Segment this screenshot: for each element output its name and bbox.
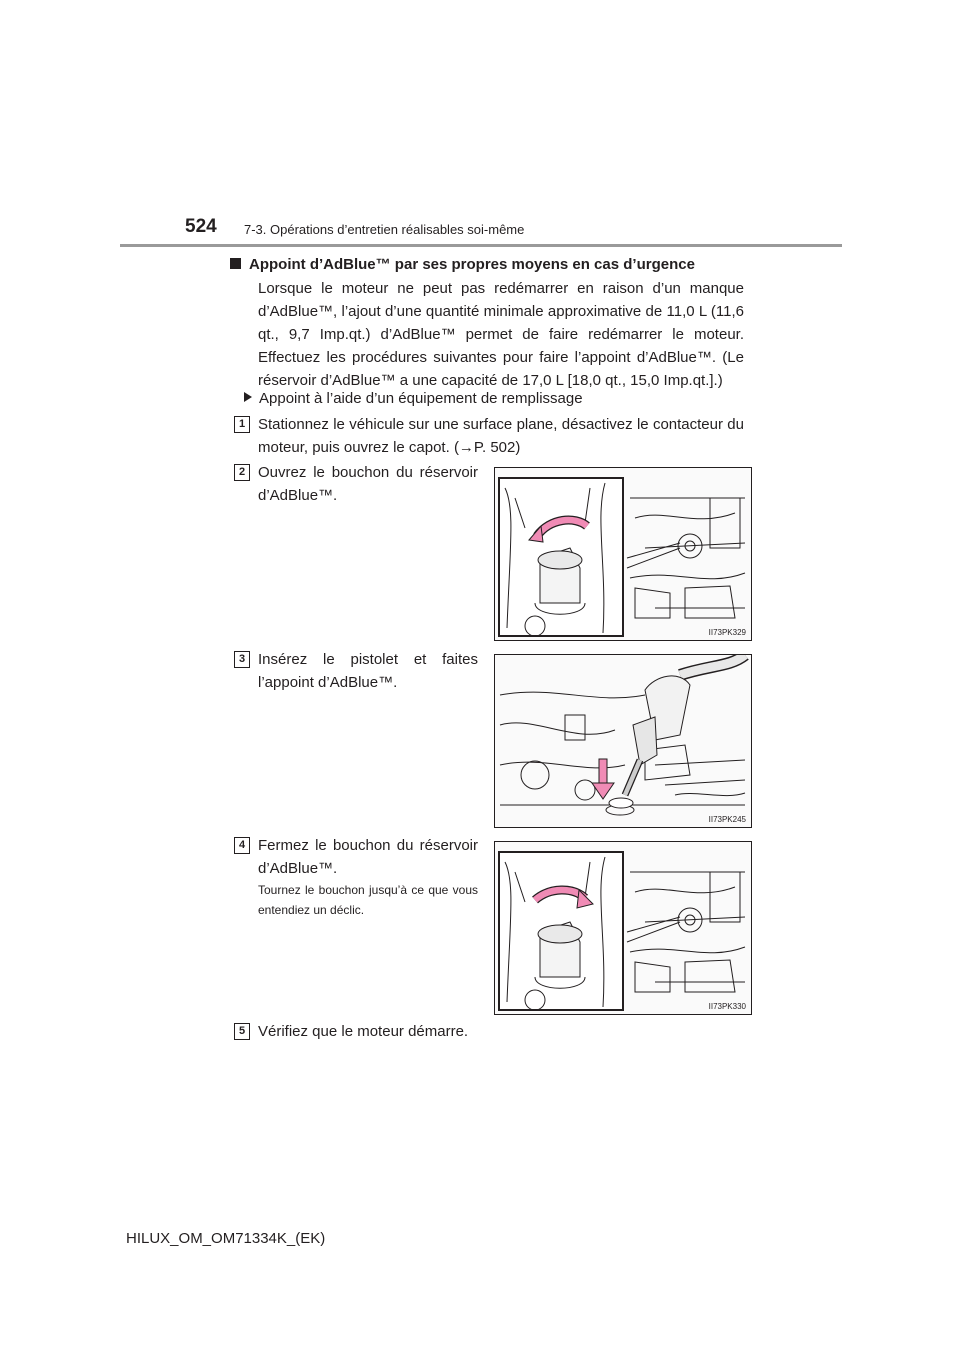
step-text-1: Stationnez le véhicule sur une surface plane, désactivez le contacteur du moteur, puis ouvrez le capot. (→P. 502): [258, 416, 744, 456]
figure-code: II73PK330: [708, 1002, 746, 1011]
sub-heading-text: Appoint à l’aide d’un équipement de remplissage: [259, 390, 583, 407]
sub-heading: [244, 390, 583, 407]
section-title-text: Appoint d’AdBlue™ par ses propres moyens en cas d’urgence: [249, 256, 695, 273]
page-number: 524: [185, 216, 217, 237]
figure-close-cap: [494, 841, 752, 1015]
section-title: [230, 256, 695, 273]
step-text-2: Ouvrez le bouchon du réservoir d’AdBlue™.: [258, 464, 478, 504]
square-bullet-icon: [230, 258, 241, 269]
figure-code: II73PK245: [708, 815, 746, 824]
step-text-3: Insérez le pistolet et faites l’appoint d’AdBlue™.: [258, 651, 478, 691]
engine-bay-illustration: [495, 468, 751, 640]
figure-open-cap: [494, 467, 752, 641]
figure-code: II73PK329: [708, 628, 746, 637]
chapter-title: 7-3. Opérations d’entretien réalisables soi-même: [244, 222, 525, 237]
step-note-4: Tournez le bouchon jusqu’à ce que vous entendiez un déclic.: [258, 883, 478, 917]
engine-bay-illustration: [495, 842, 751, 1014]
header-rule: [120, 244, 842, 247]
step-text-5: Vérifiez que le moteur démarre.: [258, 1023, 469, 1040]
triangle-bullet-icon: [244, 392, 252, 402]
step-number-3: 3: [234, 651, 250, 668]
step-number-5: 5: [234, 1023, 250, 1040]
intro-paragraph: Lorsque le moteur ne peut pas redémarrer en raison d’un manque d’AdBlue™, l’ajout d’une quantité minimale approximative de 11,0 L (11,6 qt., 9,7 Imp.qt.) d’AdBlue™ permet de faire redémarrer le moteur. Effectuez les procédures suivantes pour faire l’appoint d’AdBlue™. (Le réservoir d’AdBlue™ a une capacité de 17,0 L [18,0 qt., 15,0 Imp.qt.].): [258, 280, 744, 389]
refill-nozzle-illustration: [495, 655, 751, 827]
step-number-4: 4: [234, 837, 250, 854]
step-text-4: Fermez le bouchon du réservoir d’AdBlue™.: [258, 837, 478, 877]
step-number-1: 1: [234, 416, 250, 433]
step-number-2: 2: [234, 464, 250, 481]
figure-insert-nozzle: [494, 654, 752, 828]
footer-code: HILUX_OM_OM71334K_(EK): [126, 1230, 326, 1247]
